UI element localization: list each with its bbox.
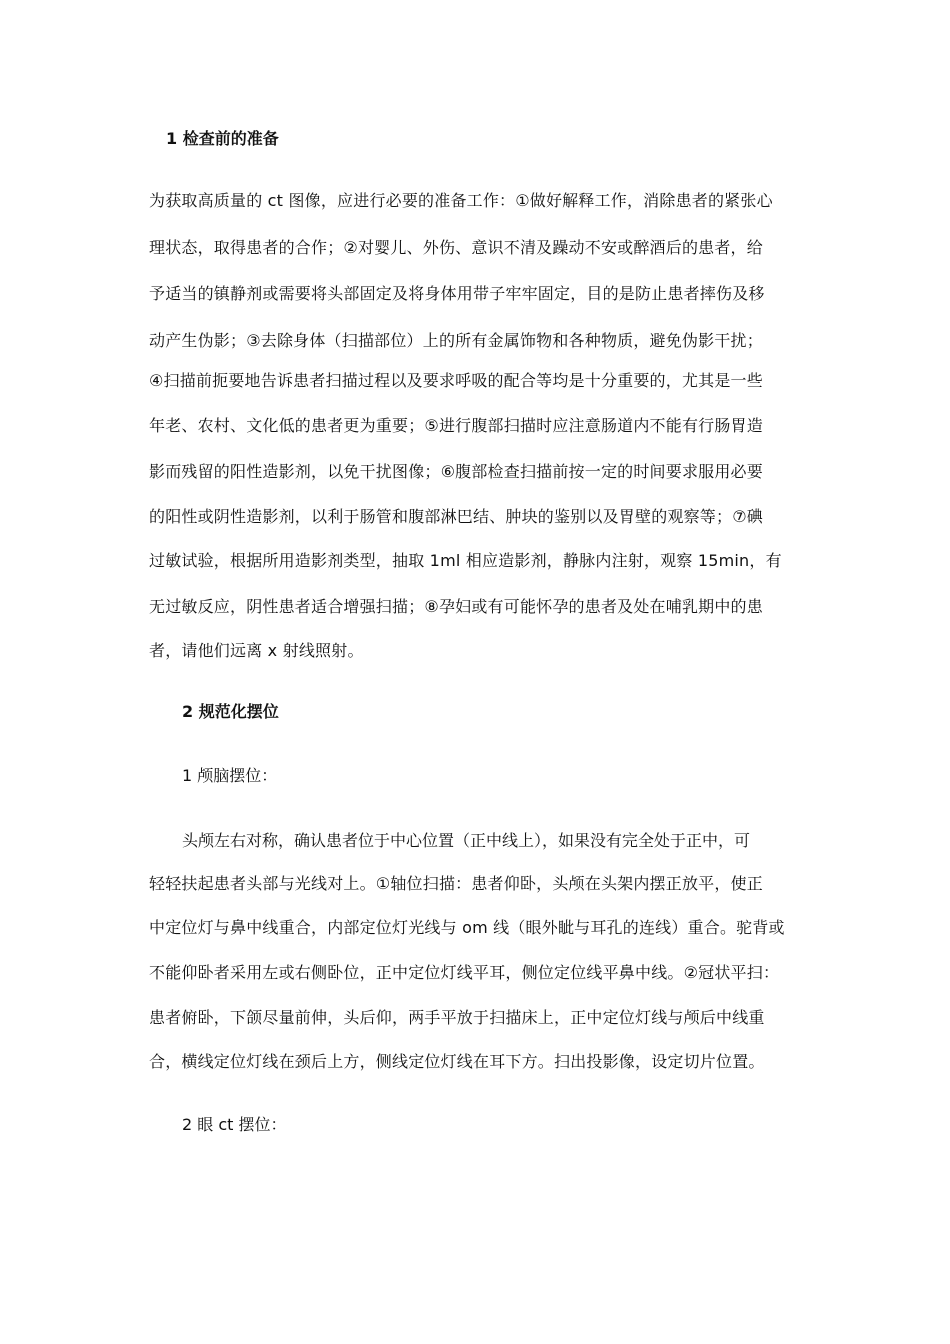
section-1-line: 动产生伪影；③去除身体（扫描部位）上的所有金属饰物和各种物质，避免伪影干扰；	[149, 331, 763, 350]
subsection-1-line: 中定位灯与鼻中线重合，内部定位灯光线与 om 线（眼外眦与耳孔的连线）重合。驼背或	[149, 918, 785, 937]
section-1-line: 影而残留的阳性造影剂，以免干扰图像；⑥腹部检查扫描前按一定的时间要求服用必要	[149, 462, 763, 481]
section-1-line: 理状态，取得患者的合作；②对婴儿、外伤、意识不清及躁动不安或醉酒后的患者，给	[149, 238, 763, 257]
subsection-2-heading: 2 眼 ct 摆位：	[182, 1115, 287, 1134]
section-1-line: 为获取高质量的 ct 图像，应进行必要的准备工作：①做好解释工作，消除患者的紧张心	[149, 191, 773, 210]
section-1-line: 者，请他们远离 x 射线照射。	[149, 641, 364, 660]
subsection-1-line: 头颅左右对称，确认患者位于中心位置（正中线上），如果没有完全处于正中，可	[182, 831, 751, 850]
section-1-line: 的阳性或阴性造影剂，以利于肠管和腹部淋巴结、肿块的鉴别以及胃壁的观察等；⑦碘	[149, 507, 763, 526]
section-1-line: 无过敏反应，阴性患者适合增强扫描；⑧孕妇或有可能怀孕的患者及处在哺乳期中的患	[149, 597, 763, 616]
section-1-line: ④扫描前扼要地告诉患者扫描过程以及要求呼吸的配合等均是十分重要的，尤其是一些	[149, 371, 763, 390]
section-2-heading: 2 规范化摆位	[182, 702, 279, 721]
section-1-line: 予适当的镇静剂或需要将头部固定及将身体用带子牢牢固定，目的是防止患者摔伤及移	[149, 284, 765, 303]
subsection-1-line: 合，横线定位灯线在颈后上方，侧线定位灯线在耳下方。扫出投影像，设定切片位置。	[149, 1052, 765, 1071]
subsection-1-heading: 1 颅脑摆位：	[182, 766, 278, 785]
subsection-1-line: 轻轻扶起患者头部与光线对上。①轴位扫描：患者仰卧，头颅在头架内摆正放平，使正	[149, 874, 763, 893]
subsection-1-line: 不能仰卧者采用左或右侧卧位，正中定位灯线平耳，侧位定位线平鼻中线。②冠状平扫：	[149, 963, 780, 982]
section-1-heading: 1 检查前的准备	[166, 129, 279, 148]
section-1-line: 过敏试验，根据所用造影剂类型，抽取 1ml 相应造影剂，静脉内注射，观察 15min，有	[149, 551, 782, 570]
subsection-1-line: 患者俯卧，下颌尽量前伸，头后仰，两手平放于扫描床上，正中定位灯线与颅后中线重	[149, 1008, 765, 1027]
section-1-line: 年老、农村、文化低的患者更为重要；⑤进行腹部扫描时应注意肠道内不能有行肠胃造	[149, 416, 763, 435]
